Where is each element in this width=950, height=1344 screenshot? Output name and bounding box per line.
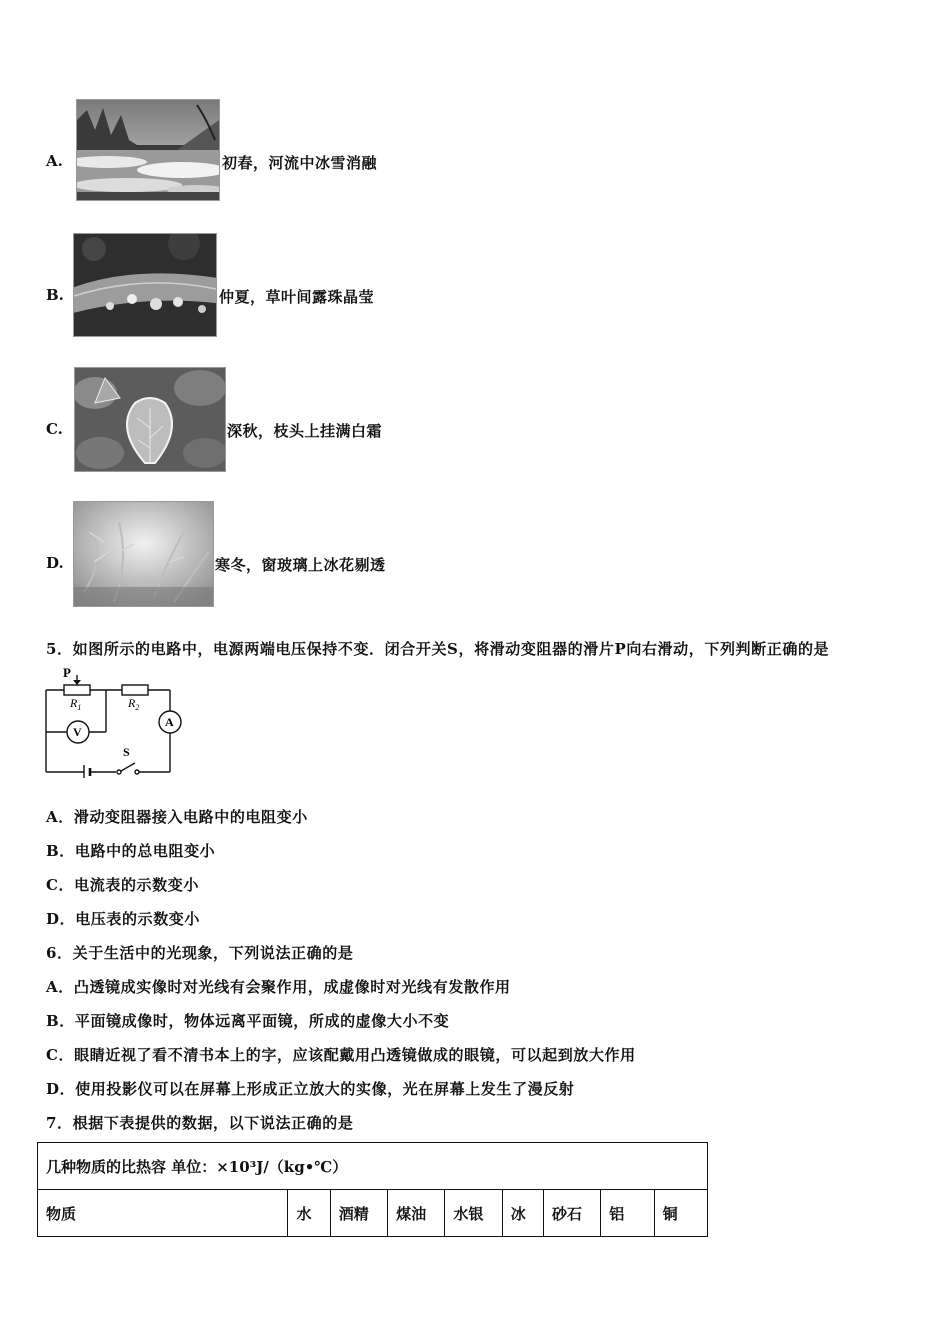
dewdrops-photo: [73, 233, 217, 337]
slider-p-label: P: [63, 665, 71, 680]
q5-option-d: D．电压表的示数变小: [46, 910, 201, 928]
option-d-letter: D.: [46, 554, 64, 572]
ammeter-label: A: [165, 715, 174, 729]
q6-option-c: C．眼睛近视了看不清书本上的字，应该配戴用凸透镜做成的眼镜，可以起到放大作用: [46, 1046, 636, 1064]
table-title-row: [38, 1143, 708, 1190]
r1-label: $R_1$: [70, 696, 82, 712]
option-c-letter: C.: [46, 420, 63, 438]
q6-option-b: B．平面镜成像时，物体远离平面镜，所成的虚像大小不变: [46, 1012, 450, 1030]
option-a-letter: A.: [46, 152, 63, 170]
q6-stem: 6．关于生活中的光现象，下列说法正确的是: [46, 944, 354, 962]
substance-cell: 铜: [654, 1190, 707, 1237]
substance-cell: 铝: [601, 1190, 654, 1237]
q6-option-a: A．凸透镜成实像时对光线有会聚作用，成虚像时对光线有发散作用: [46, 978, 511, 996]
option-d-caption: 寒冬，窗玻璃上冰花剔透: [215, 556, 386, 574]
option-a-caption: 初春，河流中冰雪消融: [222, 154, 378, 172]
frost-leaves-photo: [74, 367, 226, 472]
q6-option-d: D．使用投影仪可以在屏幕上形成正立放大的实像，光在屏幕上发生了漫反射: [46, 1080, 575, 1098]
substance-cell: 水银: [445, 1190, 502, 1237]
table-title: 几种物质的比热容 单位：×10³J/（kg•℃）: [38, 1143, 708, 1190]
substance-cell: 煤油: [388, 1190, 445, 1237]
table-row: [38, 1190, 708, 1237]
substance-cell: 砂石: [543, 1190, 600, 1237]
q5-option-c: C．电流表的示数变小: [46, 876, 199, 894]
q5-option-b: B．电路中的总电阻变小: [46, 842, 216, 860]
substance-cell: 水: [288, 1190, 330, 1237]
substance-cell: 冰: [502, 1190, 543, 1237]
resistor-r2: [122, 685, 148, 695]
option-b-caption: 仲夏，草叶间露珠晶莹: [219, 288, 375, 306]
substance-cell: 酒精: [330, 1190, 387, 1237]
rheostat-r1: [64, 685, 90, 695]
option-b-letter: B.: [46, 286, 64, 304]
circuit-diagram: [40, 663, 190, 778]
specific-heat-table: [37, 1142, 708, 1237]
header-label-cell: 物质: [38, 1190, 288, 1237]
switch-label: S: [123, 745, 130, 759]
voltmeter-label: V: [73, 725, 82, 739]
river-thaw-photo: [76, 99, 220, 201]
option-c-caption: 深秋，枝头上挂满白霜: [227, 422, 383, 440]
r2-label: $R_2$: [128, 696, 140, 712]
q5-stem: 5．如图所示的电路中，电源两端电压保持不变．闭合开关S，将滑动变阻器的滑片P向右滑动，下列判断正确的是: [46, 640, 830, 658]
q7-stem: 7．根据下表提供的数据，以下说法正确的是: [46, 1114, 354, 1132]
q5-option-a: A．滑动变阻器接入电路中的电阻变小: [46, 808, 308, 826]
ice-flower-photo: [73, 501, 214, 607]
